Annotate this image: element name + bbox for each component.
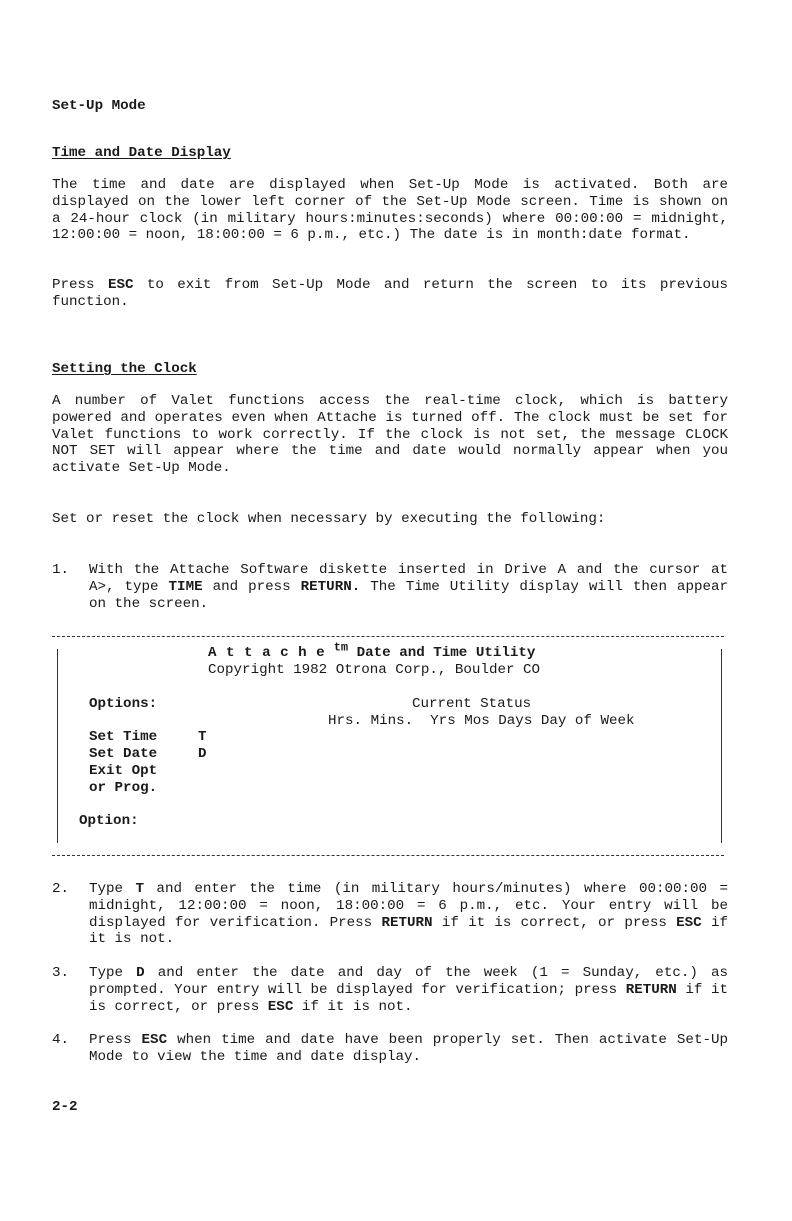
page-number: 2-2 [52, 1099, 78, 1115]
paragraph-clock-intro: A number of Valet functions access the real-time clock, which is battery powered and operates even when Attache is turned off. The clock must be set for Valet functions to work correctly. If the clock is not set, the message CLOCK NOT SET will appear where the time and date would normally appear when you activate Set-Up Mode. [52, 393, 728, 477]
list-item-step-3: 3. Type D and enter the date and day of the week (1 = Sunday, etc.) as prompted. Your entry will be displayed for verification; press RETURN if it is correct, or press ESC if it is not. [52, 965, 728, 1015]
key-return: RETURN. [300, 578, 361, 595]
option-set-time: Set Time [89, 729, 158, 745]
screen-copyright: Copyright 1982 Otrona Corp., Boulder CO [208, 662, 541, 678]
option-prompt: Option: [79, 813, 139, 829]
list-item-step-4: 4. Press ESC when time and date have been properly set. Then activate Set-Up Mode to view the time and date display. [52, 1032, 728, 1065]
key-return: RETURN [381, 914, 433, 931]
key-esc: ESC [107, 277, 134, 293]
key-return: RETURN [625, 981, 677, 998]
key-d: D [136, 965, 145, 981]
option-or-prog: or Prog. [89, 780, 158, 796]
paragraph-esc-exit: Press ESC to exit from Set-Up Mode and return the screen to its previous function. [52, 277, 728, 310]
paragraph-set-reset: Set or reset the clock when necessary by executing the following: [52, 511, 606, 527]
brand-attache: A t t a c h e [208, 645, 326, 661]
paragraph-time-date: The time and date are displayed when Set-Up Mode is activated. Both are displayed on the lower left corner of the Set-Up Mode screen. Time is shown on a 24-hour clock (in military hours:minutes:seconds) where 00:00:00 = midnight, 12:00:00 = noon, 18:00:00 = 6 p.m., etc.) The date is in month:date format. [52, 177, 728, 244]
heading-time-date-display: Time and Date Display [52, 145, 231, 161]
key-time: TIME [168, 578, 203, 595]
option-key-d: D [198, 746, 207, 762]
status-columns: Hrs. Mins. Yrs Mos Days Day of Week [328, 713, 635, 729]
section-header: Set-Up Mode [52, 98, 146, 114]
screen-title: A t t a c h e $^{tm}$ Date and Time Utility [208, 640, 536, 661]
trademark-mark: tm [333, 640, 349, 655]
option-key-t: T [198, 729, 207, 745]
list-item-step-2: 2. Type T and enter the time (in military hours/minutes) where 00:00:00 = midnight, 12:00:00 = noon, 18:00:00 = 6 p.m., etc. Your entry will be displayed for verification. Press RETURN if it is correct, or press ESC if it is not. [52, 881, 728, 948]
current-status-label: Current Status [412, 696, 532, 712]
option-set-date: Set Date [89, 746, 158, 762]
heading-setting-clock: Setting the Clock [52, 361, 197, 377]
key-esc: ESC [676, 914, 702, 931]
list-item-step-1: 1. With the Attache Software diskette inserted in Drive A and the cursor at A>, type TIME and press RETURN. The Time Utility display will then appear on the screen. [52, 562, 729, 612]
key-t: T [135, 881, 144, 897]
option-exit-opt: Exit Opt [89, 763, 158, 779]
options-label: Options: [89, 696, 158, 712]
screen-bottom-border [52, 855, 724, 856]
key-esc: ESC [267, 998, 294, 1015]
screen-left-border [57, 649, 58, 843]
key-esc: ESC [141, 1032, 168, 1048]
screen-right-border [721, 649, 722, 843]
screen-top-border [52, 636, 724, 637]
